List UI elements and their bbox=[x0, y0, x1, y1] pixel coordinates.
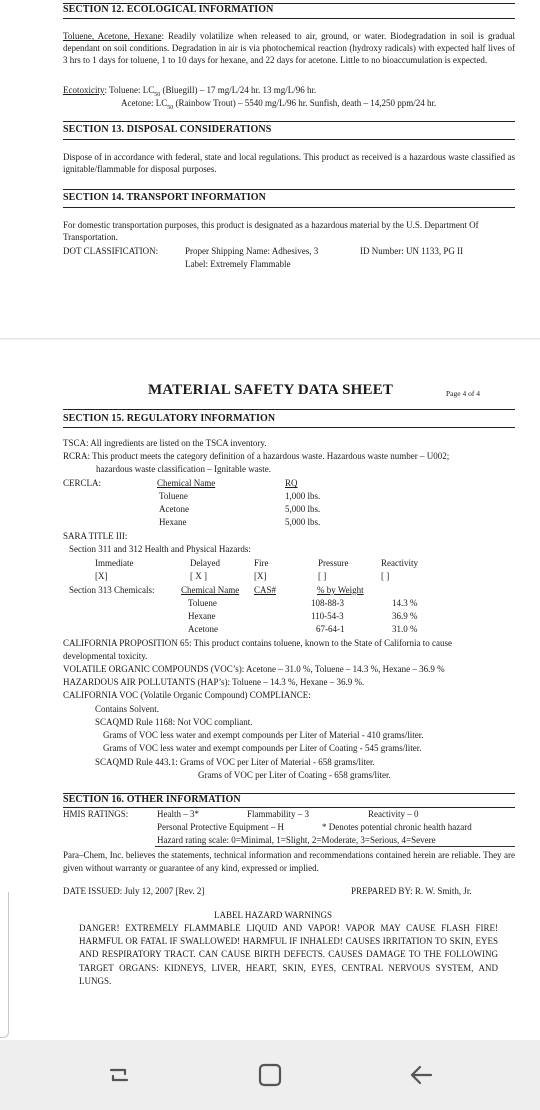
s313-cas: 67-64-1 bbox=[316, 624, 345, 634]
prepared-by: PREPARED BY: R. W. Smith, Jr. bbox=[351, 886, 472, 896]
rcra-line-1: RCRA: This product meets the category definition of a hazardous waste. Hazardous waste number – U002; bbox=[63, 451, 450, 461]
section-16-title: SECTION 16. OTHER INFORMATION bbox=[63, 794, 241, 805]
prop65-line-1: CALIFORNIA PROPOSITION 65: This product contains toluene, known to the State of California to cause bbox=[63, 638, 453, 648]
dot-classification-label: DOT CLASSIFICATION: bbox=[63, 246, 159, 256]
ecological-paragraph bbox=[63, 30, 515, 66]
voc-line: VOLATILE ORGANIC COMPOUNDS (VOC’s): Acetone – 31.0 %, Toluene – 14.3 %, Hexane – 36.9 % bbox=[63, 664, 445, 674]
date-issued: DATE ISSUED: July 12, 2007 [Rev. 2] bbox=[63, 886, 205, 896]
rule-443-line-1: SCAQMD Rule 443.1: Grams of VOC per Liter of Material - 658 grams/liter. bbox=[95, 757, 375, 767]
contains-solvent: Contains Solvent. bbox=[95, 704, 160, 714]
section-313-label: Section 313 Chemicals: bbox=[69, 585, 155, 595]
california-voc-title: CALIFORNIA VOC (Volatile Organic Compound) COMPLIANCE: bbox=[63, 690, 311, 700]
document-page-3 bbox=[0, 0, 540, 320]
cercla-label: CERCLA: bbox=[63, 478, 102, 488]
hmis-flammability: Flammability – 3 bbox=[247, 809, 309, 819]
rule-1168-line: SCAQMD Rule 1168: Not VOC compliant. bbox=[95, 717, 253, 727]
sara-title: SARA TITLE III: bbox=[63, 531, 128, 541]
cercla-rq-header: RQ bbox=[285, 478, 298, 488]
hazard-value-delayed: [ X ] bbox=[190, 571, 207, 581]
ecotoxicity-label: Ecotoxicity bbox=[63, 85, 105, 95]
ecological-text: : Readily volatilize when released to air, ground, or water. Biodegradation in soil is gradual dependant on soil conditions. Degradation in air is via photochemical reaction (hydroxy radicals) with expected half lives of 3 hrs to 1 days for toluene, 1 to 10 days for hexane, and 22 days for acetone. Little to no bioaccumulation is expected. bbox=[63, 31, 515, 65]
ecotox-acetone-a: Acetone: LC bbox=[121, 98, 168, 108]
hazard-value-reactivity: [ ] bbox=[381, 571, 390, 581]
hmis-ppe: Personal Protective Equipment – H bbox=[157, 822, 284, 832]
cercla-rq: 5,000 lbs. bbox=[285, 504, 321, 514]
s313-chemical: Hexane bbox=[188, 611, 216, 621]
s313-weight-header: % by Weight bbox=[317, 585, 364, 595]
cercla-chemical-header: Chemical Name bbox=[157, 478, 216, 488]
section-rule bbox=[63, 427, 515, 428]
ecotox-toluene-a: : Toluene: LC bbox=[104, 85, 155, 95]
hazard-value-fire: [X] bbox=[254, 571, 267, 581]
section-rule bbox=[63, 189, 515, 190]
chronic-hazard-note: * Denotes potential chronic health hazard bbox=[322, 822, 472, 832]
s313-cas: 108-88-3 bbox=[311, 598, 344, 608]
hazard-value-pressure: [ ] bbox=[318, 571, 327, 581]
section-15-title: SECTION 15. REGULATORY INFORMATION bbox=[63, 413, 276, 424]
s313-chemical: Acetone bbox=[188, 624, 218, 634]
hazard-value-immediate: [X] bbox=[95, 571, 108, 581]
section-13-title: SECTION 13. DISPOSAL CONSIDERATIONS bbox=[63, 124, 272, 135]
lc-subscript: 50 bbox=[154, 91, 161, 98]
lc-subscript: 50 bbox=[167, 104, 174, 111]
section-14-title: SECTION 14. TRANSPORT INFORMATION bbox=[63, 192, 266, 203]
rcra-line-2: hazardous waste classification – Ignitable waste. bbox=[96, 464, 271, 474]
transport-text: For domestic transportation purposes, this product is designated as a hazardous material by the U.S. Department Of Transportation. bbox=[63, 220, 479, 242]
label-warnings-title: LABEL HAZARD WARNINGS bbox=[214, 910, 332, 920]
hazard-header-immediate: Immediate bbox=[95, 558, 134, 568]
cercla-rq: 5,000 lbs. bbox=[285, 517, 321, 527]
cercla-chemical: Acetone bbox=[159, 504, 189, 514]
recent-apps-icon[interactable] bbox=[102, 1058, 136, 1092]
prop65-line-2: developmental toxicity. bbox=[63, 651, 148, 661]
hmis-health: Health – 3* bbox=[157, 809, 199, 819]
cercla-chemical: Toluene bbox=[159, 491, 188, 501]
section-rule bbox=[63, 409, 515, 410]
ecotoxicity-line-2 bbox=[121, 97, 436, 114]
label-warnings-text: DANGER! EXTREMELY FLAMMABLE LIQUID AND VAPOR! VAPOR MAY CAUSE FLASH FIRE! HARMFUL OR FATAL IF SWALLOWED! HARMFUL IF INHALED! CAUSES IRRITATION TO SKIN, EYES AND RESPIRATORY TRACT. CAN CAUSE BIRTH DEFECTS. CAUSES DAMAGE TO THE FOLLOWING TARGET ORGANS: KIDNEYS, LIVER, HEART, SKIN, EYES, CENTRAL NERVOUS SYSTEM, AND LUNGS. bbox=[79, 923, 498, 986]
home-icon[interactable] bbox=[253, 1058, 287, 1092]
tsca-line: TSCA: All ingredients are listed on the TSCA inventory. bbox=[63, 438, 267, 448]
s313-cas-header: CAS# bbox=[254, 585, 277, 595]
s313-chemical: Toluene bbox=[188, 598, 217, 608]
voc-coating-line: Grams of VOC less water and exempt compounds per Liter of Coating - 545 grams/liter. bbox=[103, 743, 422, 753]
edge-handle bbox=[0, 892, 9, 1038]
hazard-header-fire: Fire bbox=[254, 558, 269, 568]
ecotox-acetone-b: (Rainbow Trout) – 5540 mg/L/96 hr. Sunfish, death – 14,250 ppm/24 hr. bbox=[173, 98, 437, 108]
hazard-header-pressure: Pressure bbox=[318, 558, 349, 568]
dot-label: Label: Extremely Flammable bbox=[185, 259, 291, 269]
section-rule bbox=[63, 18, 515, 19]
voc-material-line: Grams of VOC less water and exempt compounds per Liter of Material - 410 grams/liter. bbox=[103, 730, 424, 740]
page-number: Page 4 of 4 bbox=[446, 389, 480, 398]
disclaimer-text: Para–Chem, Inc. believes the statements, technical information and recommendations contained herein are reliable. They are given without warranty or guarantee of any kind, expressed or implied. bbox=[63, 850, 515, 873]
section-rule bbox=[63, 207, 515, 208]
ecotox-toluene-b: (Bluegill) – 17 mg/L/24 hr. 13 mg/L/96 hr. bbox=[160, 85, 317, 95]
id-number: ID Number: UN 1133, PG II bbox=[360, 246, 464, 256]
document-title: MATERIAL SAFETY DATA SHEET bbox=[148, 382, 394, 398]
back-icon[interactable] bbox=[404, 1058, 438, 1092]
hmis-rule bbox=[155, 846, 515, 847]
hmis-label: HMIS RATINGS: bbox=[63, 809, 129, 819]
hazard-header-reactivity: Reactivity bbox=[381, 558, 418, 568]
section-12-title: SECTION 12. ECOLOGICAL INFORMATION bbox=[63, 4, 274, 15]
s313-weight: 36.9 % bbox=[392, 611, 418, 621]
s313-chemical-header: Chemical Name bbox=[181, 585, 240, 595]
s313-weight: 31.0 % bbox=[392, 624, 418, 634]
section-311-312-label: Section 311 and 312 Health and Physical Hazards: bbox=[69, 544, 251, 554]
cercla-chemical: Hexane bbox=[159, 517, 187, 527]
hap-line: HAZARDOUS AIR POLLUTANTS (HAP’s): Toluene – 14.3 %, Hexane – 36.9 %. bbox=[63, 677, 365, 687]
section-rule bbox=[63, 121, 515, 122]
s313-weight: 14.3 % bbox=[392, 598, 418, 608]
page-gap bbox=[0, 318, 540, 340]
hazard-header-delayed: Delayed bbox=[190, 558, 220, 568]
rule-443-line-2: Grams of VOC per Liter of Coating - 658 grams/liter. bbox=[198, 770, 391, 780]
cercla-rq: 1,000 lbs. bbox=[285, 491, 321, 501]
disposal-text: Dispose of in accordance with federal, state and local regulations. This product as received is a hazardous waste classified as ignitable/flammable for disposal purposes. bbox=[63, 152, 515, 174]
s313-cas: 110-54-3 bbox=[311, 611, 344, 621]
section-rule bbox=[63, 139, 515, 140]
ecological-lead: Toluene, Acetone, Hexane bbox=[63, 31, 162, 41]
hazard-rating-scale: Hazard rating scale: 0=Minimal, 1=Slight, 2=Moderate, 3=Serious, 4=Severe bbox=[157, 835, 436, 845]
hmis-reactivity: Reactivity – 0 bbox=[368, 809, 419, 819]
proper-shipping-name: Proper Shipping Name: Adhesives, 3 bbox=[185, 246, 319, 256]
page-divider bbox=[0, 338, 540, 340]
